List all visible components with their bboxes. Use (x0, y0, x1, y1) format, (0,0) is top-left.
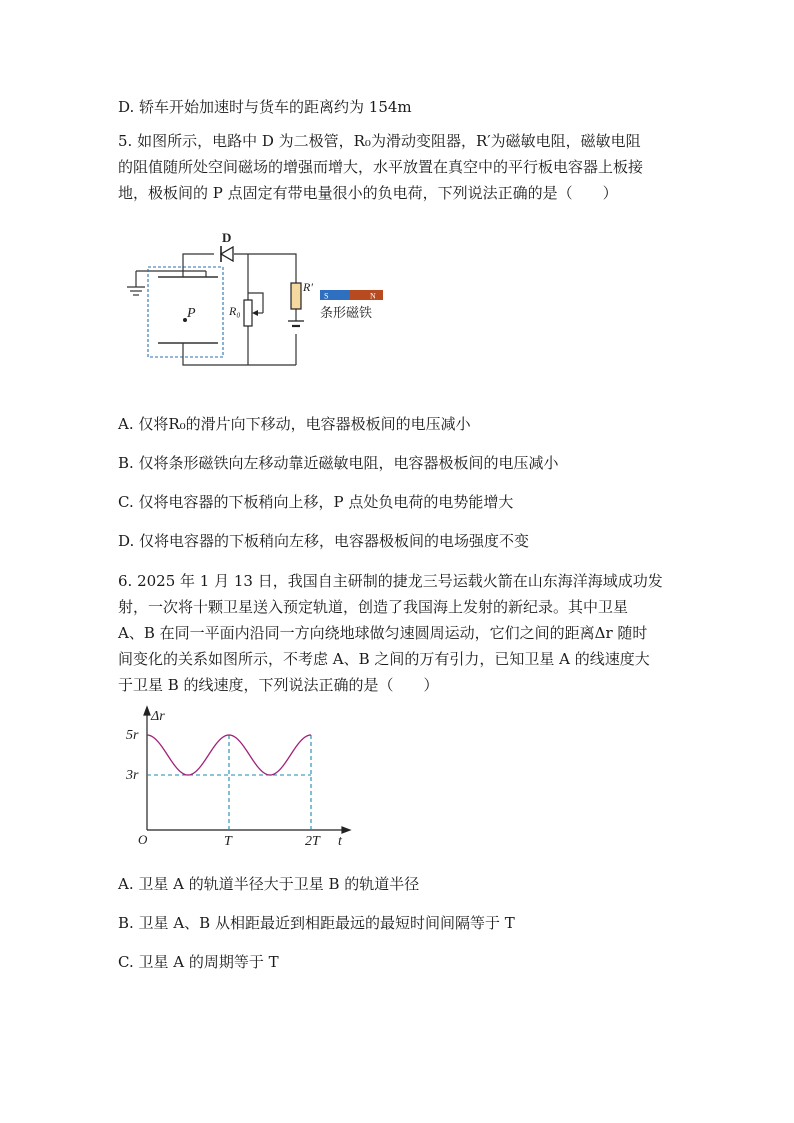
rheostat-r0 (244, 300, 252, 326)
distance-curve (147, 735, 311, 775)
y-axis-label: Δr (151, 709, 165, 724)
q6-stem-row: 间变化的关系如图所示，不考虑 A、B 之间的万有引力，已知卫星 A 的线速度大 (118, 650, 650, 668)
q5-stem-row: 地，极板间的 P 点固定有带电量很小的负电荷，下列说法正确的是（ ） (118, 184, 618, 202)
q6-stem-row: 射，一次将十颗卫星送入预定轨道，创造了我国海上发射的新纪录。其中卫星 (118, 598, 629, 616)
q6-option-c: C. 卫星 A 的周期等于 T (118, 953, 279, 971)
q5-option-c: C. 仅将电容器的下板稍向上移，P 点处负电荷的电势能增大 (118, 493, 514, 511)
magneto-resistor-label: R′ (303, 280, 313, 294)
magnet-n-label: N (370, 291, 376, 301)
q4-option-d: D. 轿车开始加速时与货车的距离约为 154m (118, 98, 412, 116)
diode-symbol (221, 246, 233, 262)
q6-option-b: B. 卫星 A、B 从相距最近到相距最远的最短时间间隔等于 T (118, 914, 515, 932)
q6-distance-time-graph (118, 702, 358, 852)
graph-axes (144, 707, 350, 833)
magnet-n-pole (349, 290, 383, 300)
graph-guide-lines (147, 735, 311, 830)
point-p-label: P (187, 306, 196, 321)
rheostat-slider-arrow (252, 310, 258, 316)
y-tick-3r: 3r (126, 768, 139, 783)
y-tick-5r: 5r (126, 728, 139, 743)
magnet-caption: 条形磁铁 (320, 306, 373, 321)
q6-option-a: A. 卫星 A 的轨道半径大于卫星 B 的轨道半径 (118, 875, 420, 893)
r0-label: R₀ (229, 304, 241, 318)
magnet-s-label: S (324, 291, 329, 301)
x-axis-label: t (338, 834, 342, 849)
x-tick-2t: 2T (305, 834, 320, 849)
q5-option-d: D. 仅将电容器的下板稍向左移，电容器极板间的电场强度不变 (118, 532, 530, 550)
q5-stem-row: 5. 如图所示，电路中 D 为二极管，R₀为滑动变阻器，R′为磁敏电阻，磁敏电阻 (118, 132, 641, 150)
q6-stem-row: 于卫星 B 的线速度，下列说法正确的是（ ） (118, 676, 439, 694)
q6-stem (118, 568, 678, 698)
origin-label: O (138, 832, 148, 847)
q5-option-a: A. 仅将R₀的滑片向下移动，电容器极板间的电压减小 (118, 415, 471, 433)
q5-option-b: B. 仅将条形磁铁向左移动靠近磁敏电阻，电容器极板间的电压减小 (118, 454, 559, 472)
q5-circuit-figure (118, 225, 398, 375)
q6-stem-row: 6. 2025 年 1 月 13 日，我国自主研制的捷龙三号运载火箭在山东海洋海域成功发 (118, 572, 663, 590)
magneto-resistor (291, 283, 301, 309)
q5-stem-row: 的阻值随所处空间磁场的增强而增大，水平放置在真空中的平行板电容器上板接 (118, 158, 644, 176)
ground-symbol (127, 271, 206, 295)
q5-stem (118, 128, 678, 206)
q6-stem-row: A、B 在同一平面内沿同一方向绕地球做匀速圆周运动，它们之间的距离Δr 随时 (118, 624, 648, 642)
x-tick-t: T (224, 834, 232, 849)
diode-label: D (222, 230, 232, 245)
